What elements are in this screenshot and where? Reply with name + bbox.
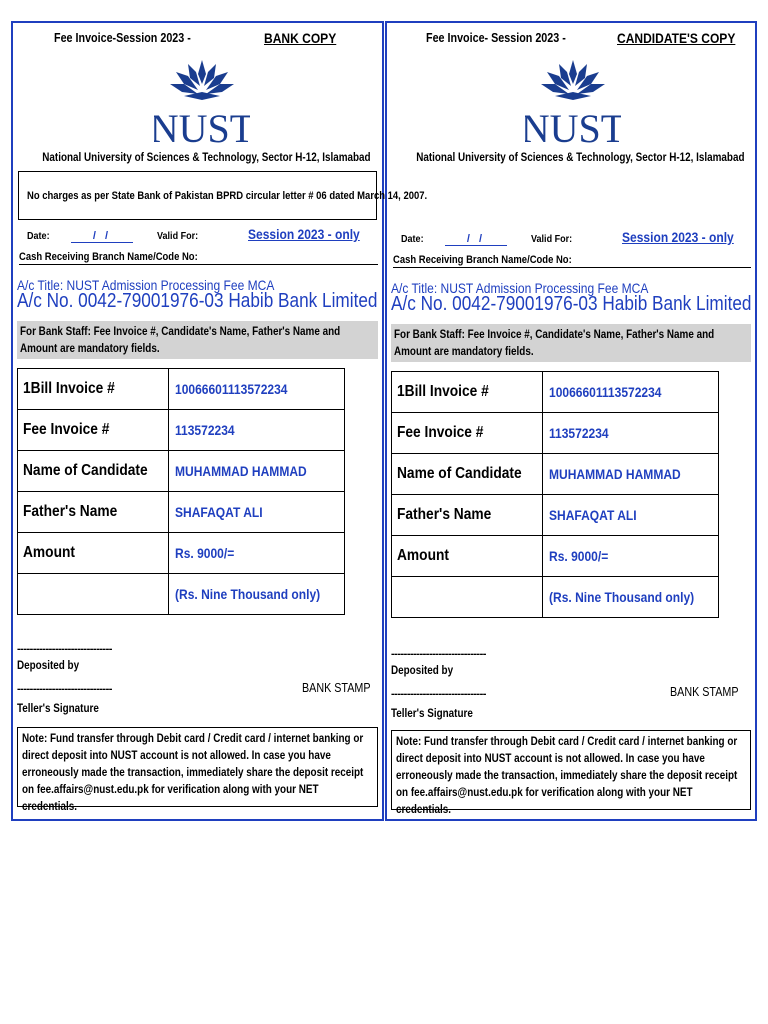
row-label: Amount [23,544,75,561]
logo-text: NUST [525,106,621,150]
session-value: Session 2023 - only [622,229,734,245]
candidate-copy-slip [385,21,757,821]
date-label: Date: [27,230,50,242]
copy-type-label: CANDIDATE'S COPY [617,30,736,46]
copy-type-label: BANK COPY [264,30,337,46]
table-row [392,454,719,495]
row-label: Fee Invoice # [397,424,484,441]
table-row [18,492,345,533]
account-title: A/c Title: NUST Admission Processing Fee MCA [17,277,275,293]
signature-line: ------------------------------ [391,648,486,660]
transfer-note [17,727,378,813]
account-number: A/c No. 0042-79001976-03 Habib Bank Limited [17,290,378,312]
university-name: National University of Sciences & Technology, Sector H-12, Islamabad [416,152,745,164]
bank-staff-note [391,324,751,362]
row-value: MUHAMMAD HAMMAD [548,466,681,482]
transfer-note-text: Note: Fund transfer through Debit card / Credit card / internet banking or direct deposit into NUST account is not allowed. In case you have erroneously made the transaction, immediately share the deposit receipt on fee.affairs@nust.edu.pk for verification along with your NET credentials. [22,733,364,813]
nust-logo [525,54,621,150]
valid-for-label: Valid For: [531,233,573,245]
table-row [392,536,719,577]
row-value: (Rs. Nine Thousand only) [548,589,695,605]
row-label: Name of Candidate [23,462,148,479]
row-value: 10066601113572234 [548,384,662,400]
row-value: 10066601113572234 [174,381,288,397]
transfer-note [391,730,751,816]
cash-branch-row [393,254,751,268]
cash-branch-label: Cash Receiving Branch Name/Code No: [393,254,572,266]
cash-branch-label: Cash Receiving Branch Name/Code No: [19,251,198,263]
row-value: 113572234 [174,422,235,438]
table-row [392,372,719,413]
row-value: MUHAMMAD HAMMAD [174,463,307,479]
signature-line: ------------------------------ [17,643,112,655]
row-label: Fee Invoice # [23,421,110,438]
bank-staff-note [17,321,378,359]
account-title: A/c Title: NUST Admission Processing Fee MCA [391,280,649,296]
invoice-details-table [391,371,719,618]
teller-signature-label: Teller's Signature [17,703,99,715]
date-row [401,229,751,247]
row-value: 113572234 [548,425,609,441]
row-value: (Rs. Nine Thousand only) [174,586,321,602]
logo-text: NUST [154,106,250,150]
date-row [27,226,378,244]
deposited-by-label: Deposited by [391,665,454,677]
table-row [18,533,345,574]
row-label: 1Bill Invoice # [23,380,115,397]
nust-logo [154,54,250,150]
row-value: SHAFAQAT ALI [174,504,263,520]
deposited-by-label: Deposited by [17,660,80,672]
university-name: National University of Sciences & Technology, Sector H-12, Islamabad [42,152,371,164]
row-value: Rs. 9000/= [174,545,235,561]
valid-for-label: Valid For: [157,230,199,242]
row-value: Rs. 9000/= [548,548,609,564]
row-label: 1Bill Invoice # [397,383,489,400]
sbp-notice-box [18,171,428,220]
row-value: SHAFAQAT ALI [548,507,637,523]
row-label: Name of Candidate [397,465,522,482]
session-value: Session 2023 - only [248,226,360,242]
table-row [18,410,345,451]
sbp-notice-text: No charges as per State Bank of Pakistan BPRD circular letter # 06 dated March 14, 2007. [27,189,428,202]
bank-copy-slip [11,21,428,821]
table-row [392,577,719,618]
transfer-note-text: Note: Fund transfer through Debit card / Credit card / internet banking or direct deposit into NUST account is not allowed. In case you have erroneously made the transaction, immediately share the deposit receipt on fee.affairs@nust.edu.pk for verification along with your NET credentials. [396,736,738,816]
table-row [392,413,719,454]
row-label: Father's Name [397,506,492,523]
row-label: Amount [397,547,449,564]
invoice-details-table [17,368,345,615]
date-value: / / [71,230,133,243]
bank-staff-text: For Bank Staff: Fee Invoice #, Candidate's Name, Father's Name and Amount are mandatory fields. [394,329,715,358]
teller-signature-label: Teller's Signature [391,708,473,720]
invoice-header: Fee Invoice-Session 2023 - [54,31,191,45]
date-label: Date: [401,233,424,245]
table-row [18,574,345,615]
cash-branch-row [19,251,378,265]
signature-line: ------------------------------ [391,688,486,700]
table-row [18,451,345,492]
bank-stamp-label: BANK STAMP [302,681,371,695]
signature-line: ------------------------------ [17,683,112,695]
date-value: / / [445,233,507,246]
bank-stamp-label: BANK STAMP [670,685,739,699]
bank-staff-text: For Bank Staff: Fee Invoice #, Candidate's Name, Father's Name and Amount are mandatory fields. [20,326,341,355]
table-row [18,369,345,410]
row-label: Father's Name [23,503,118,520]
table-row [392,495,719,536]
invoice-header: Fee Invoice- Session 2023 - [426,31,566,45]
account-number: A/c No. 0042-79001976-03 Habib Bank Limited [391,293,752,315]
